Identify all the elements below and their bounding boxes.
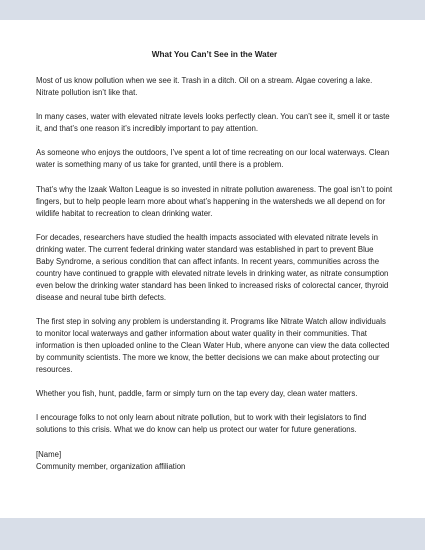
paragraph: Whether you fish, hunt, paddle, farm or simply turn on the tap every day, clean water matters. bbox=[36, 388, 358, 398]
signature-block bbox=[36, 449, 393, 473]
paragraph: That’s why the Izaak Walton League is so invested in nitrate pollution awareness. The goal isn’t to point fingers, but to help people learn more about what’s happening in the watersheds we all depend on for wildlife habitat to recreation to clean drinking water. bbox=[36, 184, 393, 218]
paragraph: The first step in solving any problem is understanding it. Programs like Nitrate Watch allow individuals to monitor local waterways and gather information about water quality in their communities. That information is then uploaded online to the Clean Water Hub, where anyone can view the data collected by community scientists. The more we know, the better decisions we can make about protecting our resources. bbox=[36, 316, 390, 374]
document-title: What You Can’t See in the Water bbox=[151, 50, 278, 59]
paragraph: For decades, researchers have studied the health impacts associated with elevated nitrate levels in drinking water. The current federal drinking water standard was established in part to prevent Blue Baby Syndrome, a serious condition that can affect infants. In recent years, communities across the country have continued to grapple with elevated nitrate levels in drinking water, as nitrate consumption even below the drinking water standard has been linked to increased risks of colorectal cancer, thyroid disease and neural tube birth defects. bbox=[36, 233, 389, 302]
document-page bbox=[0, 20, 425, 518]
paragraph: I encourage folks to not only learn about nitrate pollution, but to work with their legislators to find solutions to this crisis. What we do know can help us protect our water for future generations. bbox=[36, 413, 367, 435]
paragraph: As someone who enjoys the outdoors, I’ve spent a lot of time recreating on our local waterways. Clean water is something many of us take for granted, until there is a problem. bbox=[36, 148, 390, 170]
paragraph: In many cases, water with elevated nitrate levels looks perfectly clean. You can’t see it, smell it or taste it, and that’s one reason it’s incredibly important to pay attention. bbox=[36, 112, 390, 134]
signature-affiliation: Community member, organization affiliation bbox=[36, 461, 186, 471]
signature-name: [Name] bbox=[36, 449, 62, 459]
paragraph: Most of us know pollution when we see it. Trash in a ditch. Oil on a stream. Algae covering a lake. Nitrate pollution isn’t like that. bbox=[36, 75, 373, 97]
